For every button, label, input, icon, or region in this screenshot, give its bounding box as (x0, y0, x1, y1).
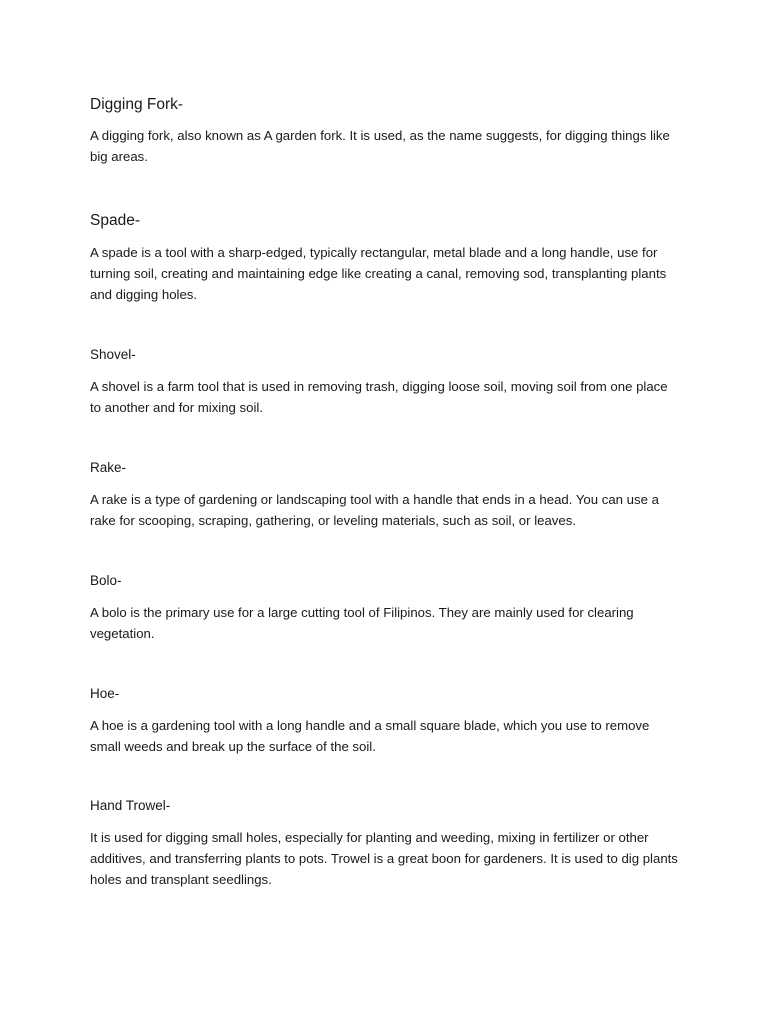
section-title: Rake- (90, 460, 127, 475)
section-hoe (90, 685, 682, 757)
section-body: A hoe is a gardening tool with a long handle and a small square blade, which you use to remove small weeds and break up the surface of the soil. (90, 718, 650, 754)
section-digging-fork (90, 95, 682, 167)
section-title: Shovel- (90, 347, 136, 362)
section-body: A spade is a tool with a sharp-edged, typically rectangular, metal blade and a long handle, use for turning soil, creating and maintaining edge like creating a canal, removing sod, transplanting plants and digging holes. (90, 245, 667, 302)
section-shovel (90, 346, 682, 418)
section-title: Spade- (90, 212, 140, 229)
section-title: Hoe- (90, 686, 120, 701)
section-spade (90, 211, 682, 305)
section-rake (90, 459, 682, 531)
section-title: Hand Trowel- (90, 798, 171, 813)
section-body: A digging fork, also known as A garden fork. It is used, as the name suggests, for digging things like big areas. (90, 128, 670, 164)
section-body: A shovel is a farm tool that is used in removing trash, digging loose soil, moving soil from one place to another and for mixing soil. (90, 379, 668, 415)
section-title: Bolo- (90, 573, 122, 588)
section-bolo (90, 572, 682, 644)
section-title: Digging Fork- (90, 96, 184, 113)
section-hand-trowel (90, 797, 682, 890)
section-body: A bolo is the primary use for a large cutting tool of Filipinos. They are mainly used for clearing vegetation. (90, 605, 634, 641)
section-body: It is used for digging small holes, especially for planting and weeding, mixing in fertilizer or other additives, and transferring plants to pots. Trowel is a great boon for gardeners. It is used to dig plants holes and transplant seedlings. (90, 830, 678, 887)
section-body: A rake is a type of gardening or landscaping tool with a handle that ends in a head. You can use a rake for scooping, scraping, gathering, or leveling materials, such as soil, or leaves. (90, 492, 659, 528)
